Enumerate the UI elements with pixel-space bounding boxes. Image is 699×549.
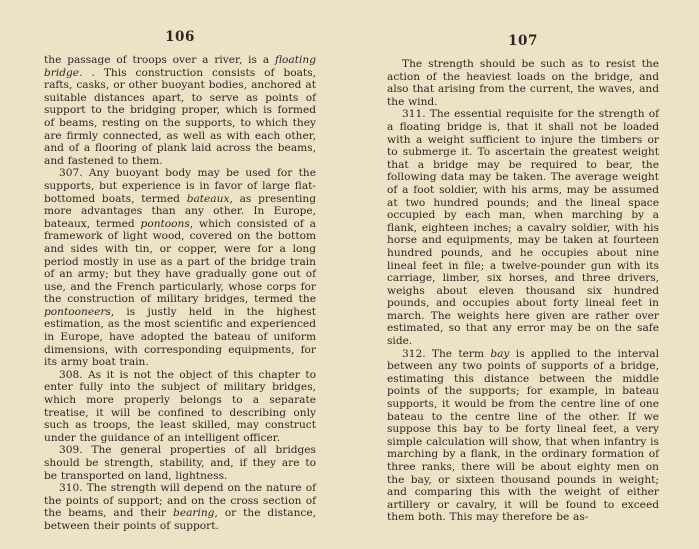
text-run: is applied to the interval between any two points of supports of a bridge, estimating this distance between the middle points of the supports; for example, in bateau supports, it would be from the centre line of one bateau to the centre line of the other. If we suppose this bay to be forty lineal feet, a very simple calculation will show, that when infantry is marching by a flank, in the ordinary formation of three ranks, there will be about eighty men on the bay, or sixteen thousand pounds in weight; and comparing this with the weight of either artillery or cavalry, it will be found to exceed them both. This may therefore be as-	[387, 347, 659, 524]
italic-term: floating bridge	[44, 54, 316, 79]
paragraph	[44, 444, 316, 482]
text-run: 310. The strength will depend on the nature of the points of support; and on the cross section of the beams, and their	[44, 482, 316, 520]
text-run: , which consisted of a framework of light wood, covered on the bottom and sides with tin, or copper, were for a long period mostly in use as a part of the bridge train of an army; but they have gradually gone out of use, and the French particularly, whose corps for the construction of military bridges, termed the	[44, 217, 316, 306]
paragraph	[44, 482, 316, 532]
text-run: , or the distance, between their points of support.	[44, 507, 316, 532]
italic-term: pontoons	[140, 217, 190, 230]
italic-term: bearing	[173, 507, 215, 520]
italic-term: bay	[490, 347, 510, 360]
page-body-left	[44, 54, 316, 533]
text-run: The strength should be such as to resist the action of the heaviest loads on the bridge, and also that arising from the current, the waves, and the wind.	[387, 58, 659, 108]
italic-term: bateaux	[186, 192, 230, 205]
text-run: 309. The general properties of all bridges should be strength, stability, and, if they are to be transported on land, lightness.	[44, 444, 316, 482]
page-right	[387, 0, 659, 524]
text-run: 308. As it is not the object of this chapter to enter fully into the subject of military bridges, which more properly belongs to a separate treatise, it will be confined to describing only such as troops, the least skilled, may construct under the guidance of an intelligent officer.	[44, 368, 316, 444]
text-run: , is justly held in the highest estimation, as the most scientific and experienced in Europe, have adopted the bateau of uniform dimensions, with corresponding equipments, for its army boat train.	[44, 305, 316, 369]
page-number-left: 106	[165, 29, 195, 45]
page-body-right	[387, 58, 659, 524]
paragraph	[387, 348, 659, 524]
italic-term: pontooneers	[44, 305, 111, 318]
text-run: 312. The term	[402, 347, 491, 360]
text-run: 311. The essential requisite for the strength of a floating bridge is, that it shall not be loaded with a weight sufficient to injure the timbers or to submerge it. To ascertain the greatest weight that a bridge may be required to bear, the following data may be taken. The average weight of a foot soldier, with his arms, may be assumed at two hundred pounds; and the lineal space occupied by each man, when marching by a flank, eighteen inches; a cavalry soldier, with his horse and equipments, may be taken at fourteen hundred pounds, and he occupies about nine lineal feet in file; a twelve-pounder gun with its carriage, limber, six horses, and three drivers, weighs about eleven thousand six hundred pounds, and occupies about forty lineal feet in march. The weights here given are rather over estimated, so that any error may be on the safe side.	[387, 108, 659, 348]
paragraph	[44, 167, 316, 369]
paragraph	[387, 58, 659, 108]
text-run: 307. Any buoyant body may be used for the supports, but experience is in favor of large flat-bottomed boats, termed	[44, 167, 316, 205]
paragraph	[44, 369, 316, 445]
paragraph	[387, 108, 659, 347]
paragraph	[44, 54, 316, 167]
text-run: the passage of troops over a river, is a	[44, 54, 275, 66]
text-run: . . This construction consists of boats, rafts, casks, or other buoyant bodies, anchored at suitable distances apart, to serve as points of support to the bridging proper, which is formed of beams, resting on the supports, to which they are firmly connected, as well as with each other, and of a flooring of plank laid across the beams, and fastened to them.	[44, 66, 316, 167]
page-number-right: 107	[508, 33, 538, 49]
text-run: , as presenting more advantages than any other. In Europe, bateaux, termed	[44, 192, 316, 230]
page-left	[44, 0, 316, 533]
